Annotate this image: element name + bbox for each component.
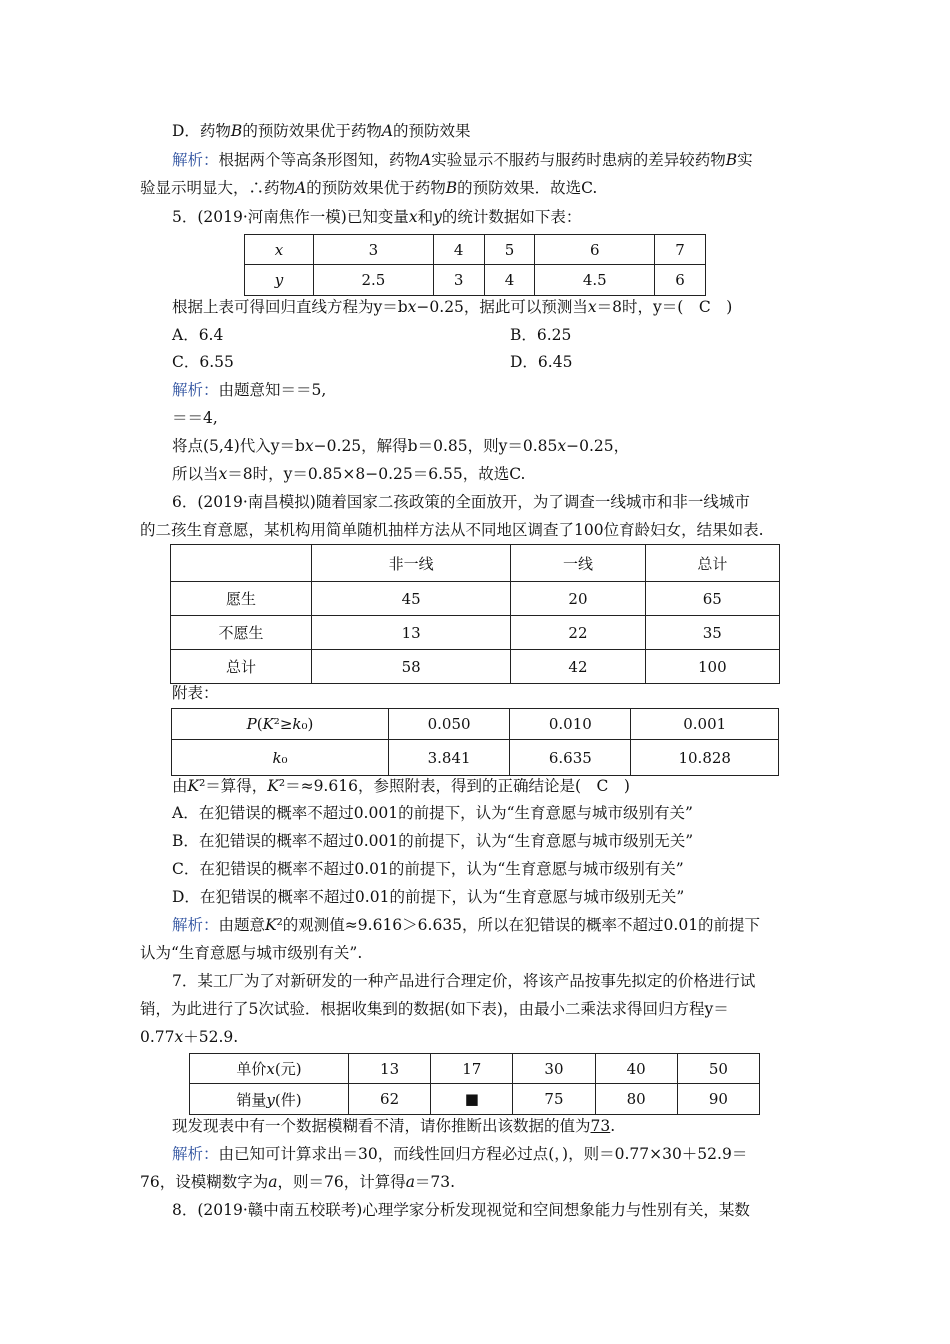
analysis-text: 由已知可计算求出＝30，而线性回归方程必过点(，)，则＝0.77×30＋52.9＝ <box>218 1145 748 1163</box>
table-cell: 35 <box>645 616 779 650</box>
table-cell: 2.5 <box>314 265 434 296</box>
q5-data-table <box>244 234 706 296</box>
table-cell: 17 <box>431 1054 513 1084</box>
table-cell: 3 <box>314 235 434 265</box>
table-cell: 5 <box>484 235 535 265</box>
table-cell: 4.5 <box>535 265 655 296</box>
q6-stem-cont: 的二孩生育意愿，某机构用简单随机抽样方法从不同地区调查了100位育龄妇女，结果如表. <box>140 521 764 539</box>
q7-stem-line3: 0.77𝑥＋52.9. <box>140 1028 239 1046</box>
table-cell <box>171 545 312 582</box>
q7-price-table <box>189 1053 760 1115</box>
q6-stem: 6．(2019·南昌模拟)随着国家二孩政策的全面放开，为了调查一线城市和非一线城市 <box>172 493 750 511</box>
table-cell: 13 <box>312 616 511 650</box>
table-header-cell: 一线 <box>511 545 645 582</box>
table-cell: 6.635 <box>510 740 631 776</box>
answer-blank: 73 <box>590 1117 611 1135</box>
table-cell: 13 <box>349 1054 431 1084</box>
q6-survey-table <box>170 544 780 684</box>
question-text: 现发现表中有一个数据模糊看不清，请你推断出该数据的值为 <box>172 1117 591 1135</box>
table-cell: 𝑥 <box>245 235 314 265</box>
table-cell: 4 <box>433 235 484 265</box>
q8-stem: 8．(2019·赣中南五校联考)心理学家分析发现视觉和空间想象能力与性别有关，某数 <box>172 1201 750 1219</box>
q6-question: 由𝐾²＝算得，𝐾²＝≈9.616，参照附表，得到的正确结论是( C ) <box>172 777 630 795</box>
q6-analysis <box>172 915 760 935</box>
analysis-label: 解析： <box>172 151 219 169</box>
analysis-text: 由题意知＝＝5, <box>218 381 327 399</box>
analysis-label: 解析： <box>172 381 219 399</box>
q7-analysis-cont: 76，设模糊数字为𝑎，则＝76，计算得𝑎＝73. <box>140 1173 456 1191</box>
q6-option-c: C．在犯错误的概率不超过0.01的前提下，认为“生育意愿与城市级别有关” <box>172 860 684 878</box>
q4-analysis-cont: 验显示明显大，∴药物𝐴的预防效果优于药物𝐵的预防效果．故选C. <box>140 179 598 197</box>
q5-analysis-line4: 所以当𝑥＝8时，y＝0.85×8−0.25＝6.55，故选C. <box>172 465 526 483</box>
q7-stem-line2: 销，为此进行了5次试验．根据收集到的数据(如下表)，由最小二乘法求得回归方程y＝ <box>140 1000 729 1018</box>
table-cell: 80 <box>595 1084 677 1115</box>
table-cell: 不愿生 <box>171 616 312 650</box>
q5-question: 根据上表可得回归直线方程为y＝b𝑥−0.25，据此可以预测当𝑥＝8时，y＝( C ) <box>172 298 733 316</box>
table-cell: 22 <box>511 616 645 650</box>
q5-analysis-line3: 将点(5,4)代入y＝b𝑥−0.25，解得b＝0.85，则y＝0.85𝑥−0.25， <box>172 437 630 455</box>
q6-option-b: B．在犯错误的概率不超过0.001的前提下，认为“生育意愿与城市级别无关” <box>172 832 694 850</box>
q6-appendix-label: 附表： <box>172 684 219 702</box>
table-cell: 42 <box>511 650 645 684</box>
table-cell: 30 <box>513 1054 595 1084</box>
table-cell: 3.841 <box>389 740 510 776</box>
q5-option-c: C．6.55 <box>172 353 234 371</box>
table-cell: 3 <box>433 265 484 296</box>
table-cell: 50 <box>677 1054 759 1084</box>
table-cell: 40 <box>595 1054 677 1084</box>
question-end: . <box>610 1117 616 1135</box>
analysis-label: 解析： <box>172 1145 219 1163</box>
q5-option-b: B．6.25 <box>510 326 572 344</box>
q6-analysis-cont: 认为“生育意愿与城市级别有关”. <box>140 944 363 962</box>
table-header-cell: 总计 <box>645 545 779 582</box>
q5-stem: 5．(2019·河南焦作一模)已知变量𝑥和𝑦的统计数据如下表： <box>172 208 582 226</box>
q5-analysis-line2: ＝＝4, <box>172 409 218 427</box>
q6-appendix-table <box>171 708 779 776</box>
analysis-text: 根据两个等高条形图知，药物𝐴实验显示不服药与服药时患病的差异较药物𝐵实 <box>218 151 753 169</box>
q4-option-d: D．药物𝐵的预防效果优于药物𝐴的预防效果 <box>172 122 471 140</box>
table-cell: 58 <box>312 650 511 684</box>
q6-option-d: D．在犯错误的概率不超过0.01的前提下，认为“生育意愿与城市级别无关” <box>172 888 685 906</box>
table-cell: 75 <box>513 1084 595 1115</box>
table-cell: 90 <box>677 1084 759 1115</box>
table-cell: 𝑃(𝐾²≥𝑘₀) <box>172 709 389 740</box>
analysis-text: 由题意𝐾²的观测值≈9.616＞6.635，所以在犯错误的概率不超过0.01的前提下 <box>218 916 761 934</box>
table-cell: 20 <box>511 582 645 616</box>
q5-option-d: D．6.45 <box>510 353 573 371</box>
q5-options-ab <box>172 325 672 345</box>
q7-question <box>172 1116 615 1136</box>
table-cell: 6 <box>655 265 706 296</box>
table-cell: 65 <box>645 582 779 616</box>
analysis-label: 解析： <box>172 916 219 934</box>
q7-stem: 7．某工厂为了对新研发的一种产品进行合理定价，将该产品按事先拟定的价格进行试 <box>172 972 756 990</box>
q5-options-cd <box>172 352 672 372</box>
table-cell: 0.010 <box>510 709 631 740</box>
q5-option-a: A．6.4 <box>172 326 224 344</box>
table-cell: 0.001 <box>631 709 779 740</box>
table-cell: 𝑘₀ <box>172 740 389 776</box>
table-cell: 愿生 <box>171 582 312 616</box>
table-cell: 6 <box>535 235 655 265</box>
table-cell: 销量𝑦(件) <box>190 1084 349 1115</box>
table-cell: 单价𝑥(元) <box>190 1054 349 1084</box>
q4-analysis <box>172 150 753 170</box>
table-cell: 45 <box>312 582 511 616</box>
table-cell: 62 <box>349 1084 431 1115</box>
table-cell: 0.050 <box>389 709 510 740</box>
table-cell: 7 <box>655 235 706 265</box>
blurred-cell: ■ <box>431 1084 513 1115</box>
table-cell: 10.828 <box>631 740 779 776</box>
table-cell: 总计 <box>171 650 312 684</box>
q5-analysis <box>172 380 326 400</box>
table-cell: 𝑦 <box>245 265 314 296</box>
table-header-cell: 非一线 <box>312 545 511 582</box>
table-cell: 100 <box>645 650 779 684</box>
q7-analysis <box>172 1144 747 1164</box>
table-cell: 4 <box>484 265 535 296</box>
q6-option-a: A．在犯错误的概率不超过0.001的前提下，认为“生育意愿与城市级别有关” <box>172 804 693 822</box>
